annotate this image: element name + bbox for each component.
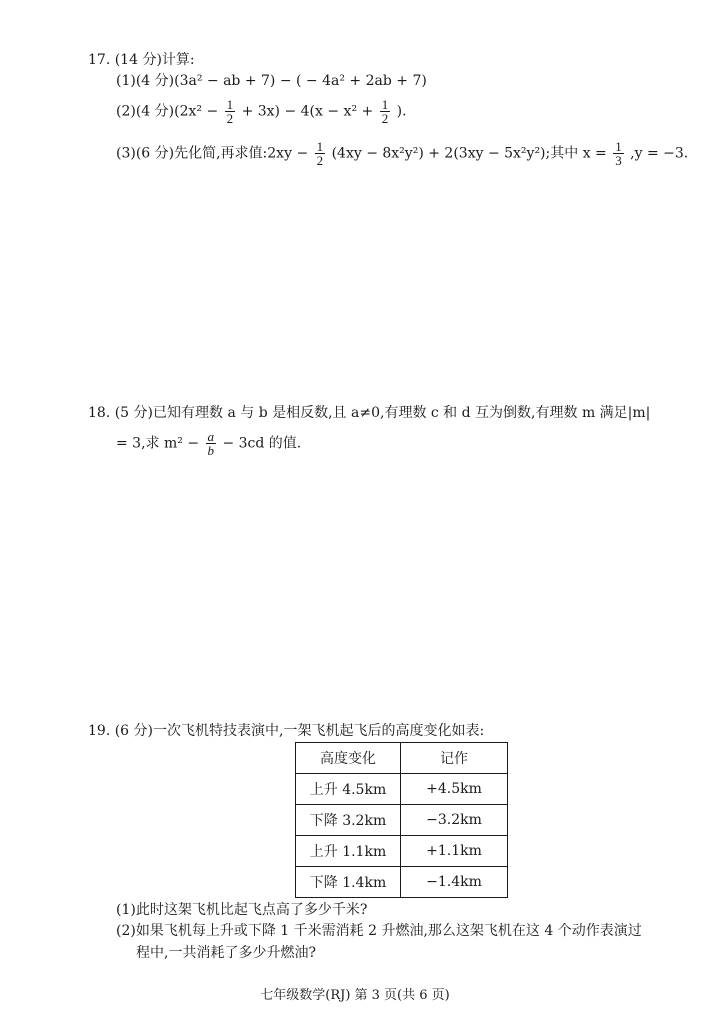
q17-header: 17. (14 分)计算: (88, 52, 195, 68)
q17-part3 (116, 140, 688, 167)
table-cell: −3.2km (401, 805, 508, 836)
q17-part1: (1)(4 分)(3a² − ab + 7) − ( − 4a² + 2ab + 7) (116, 73, 427, 89)
altitude-change-table (295, 742, 508, 898)
q19-sub2-line1: (2)如果飞机每上升或下降 1 千米需消耗 2 升燃油,那么这架飞机在这 4 个动作表演过 (116, 923, 642, 939)
table-cell: 下降 3.2km (296, 805, 401, 836)
q17-part3-post: ,y = −3. (630, 145, 689, 162)
table-row (296, 805, 508, 836)
table-header-cell: 记作 (401, 743, 508, 774)
q17-part2-mid: + 3x) − 4(x − x² + (241, 103, 374, 120)
q18-line2 (116, 430, 301, 457)
fraction-numerator: 1 (381, 97, 389, 112)
fraction-denominator: 2 (226, 111, 234, 126)
q17-part2-pre: (2)(4 分)(2x² − (116, 103, 219, 120)
table-cell: +1.1km (401, 836, 508, 867)
q18-line2-pre: = 3,求 m² − (116, 435, 200, 452)
table-header-cell: 高度变化 (296, 743, 401, 774)
fraction-one-half (315, 140, 326, 167)
fraction-numerator: 1 (316, 139, 324, 154)
q19-sub1: (1)此时这架飞机比起飞点高了多少千米? (116, 902, 368, 918)
fraction-a-over-b (206, 430, 217, 457)
fraction-one-half (225, 98, 236, 125)
table-cell: 上升 4.5km (296, 774, 401, 805)
table-row (296, 867, 508, 898)
fraction-numerator: a (207, 429, 215, 444)
table-cell: −1.4km (401, 867, 508, 898)
fraction-denominator: b (207, 443, 215, 458)
q17-part3-mid: (4xy − 8x²y²) + 2(3xy − 5x²y²);其中 x = (331, 145, 607, 162)
fraction-numerator: 1 (615, 139, 622, 154)
fraction-one-half (380, 98, 391, 125)
table-header-row (296, 743, 508, 774)
q19-header: 19. (6 分)一次飞机特技表演中,一架飞机起飞后的高度变化如表: (88, 723, 485, 739)
q19-sub2-line2: 程中,一共消耗了多少升燃油? (136, 945, 316, 961)
q18-line1: 18. (5 分)已知有理数 a 与 b 是相反数,且 a≠0,有理数 c 和 d 互为倒数,有理数 m 满足|m| (88, 405, 651, 421)
fraction-denominator: 2 (381, 111, 389, 126)
table-cell: +4.5km (401, 774, 508, 805)
q17-part2 (116, 98, 407, 125)
page-footer: 七年级数学(RJ) 第 3 页(共 6 页) (260, 988, 450, 1003)
fraction-denominator: 3 (615, 153, 622, 168)
fraction-numerator: 1 (226, 97, 234, 112)
fraction-denominator: 2 (316, 153, 324, 168)
table-cell: 上升 1.1km (296, 836, 401, 867)
q18-line2-post: − 3cd 的值. (222, 435, 302, 452)
table-cell: 下降 1.4km (296, 867, 401, 898)
table-row (296, 774, 508, 805)
table-row (296, 836, 508, 867)
fraction-one-third (613, 140, 624, 167)
q17-part2-post: ). (396, 103, 407, 120)
q17-part3-pre: (3)(6 分)先化简,再求值:2xy − (116, 145, 309, 162)
